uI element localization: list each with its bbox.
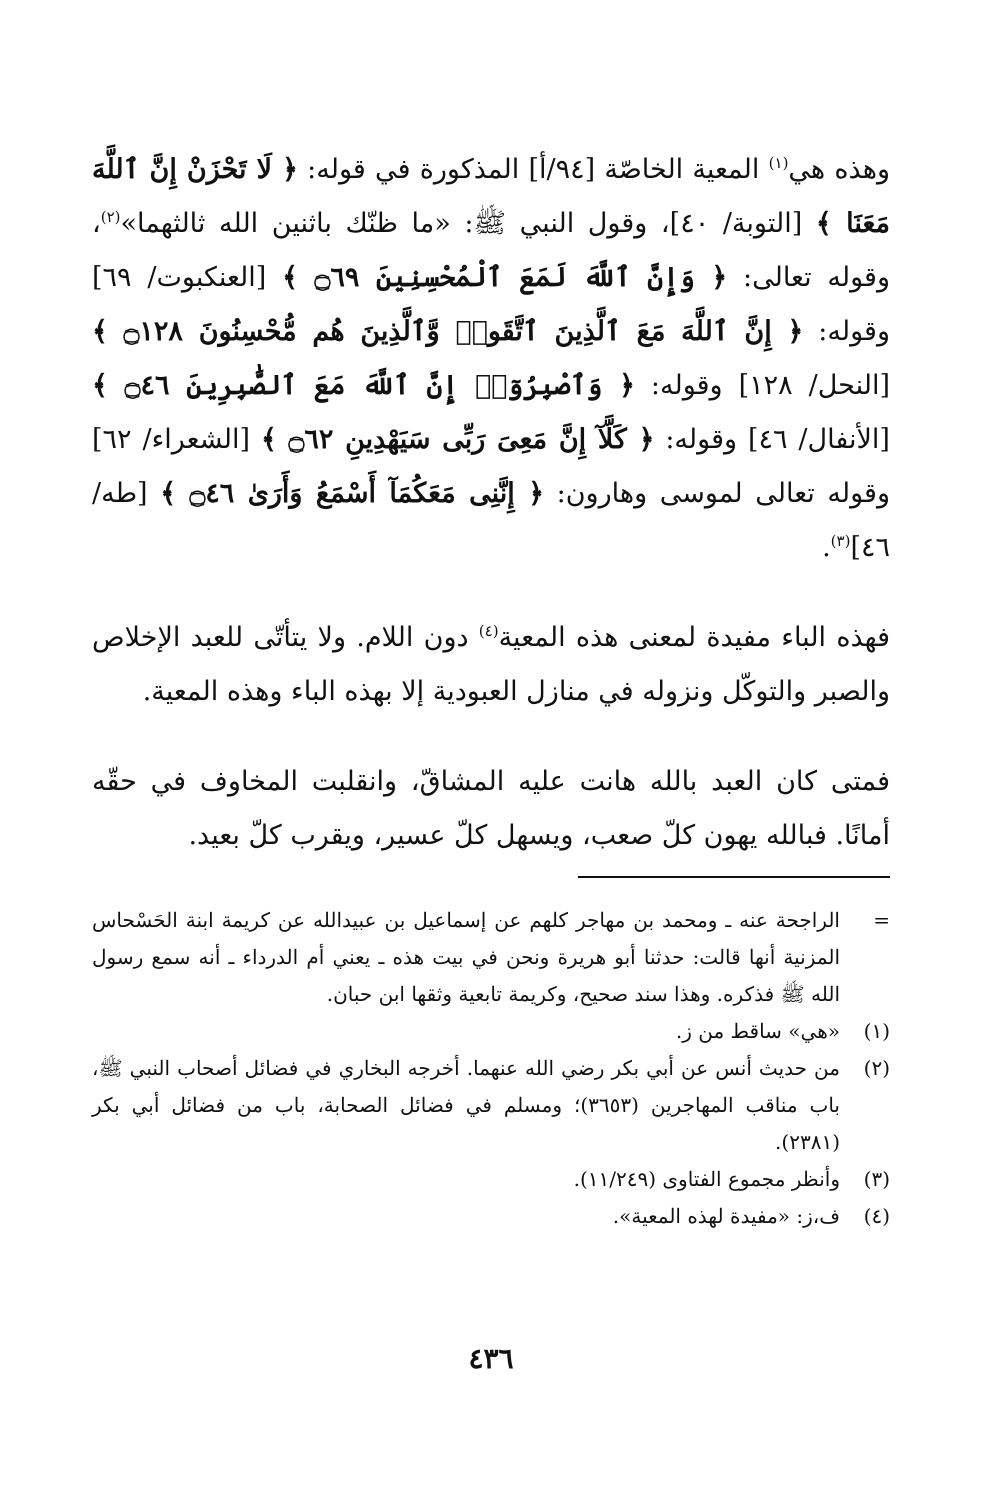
text-run: [التوبة/ ٤٠]، وقول النبي ﷺ: «ما ظنّك باثنين الله ثالثهما»: [120, 208, 816, 239]
text-run: [الشعراء/ ٦٢] وقوله تعالى لموسى وهارون:: [92, 424, 890, 509]
text-run: [النحل/ ١٢٨] وقوله:: [634, 370, 890, 401]
page-number: ٤٣٦: [468, 1342, 514, 1375]
quran-quote: ﴿ إِنَّ ٱللَّهَ مَعَ ٱلَّذِينَ ٱتَّقَوا۟ وَّٱلَّذِينَ هُم مُّحْسِنُونَ ۝١٢٨ ﴾: [92, 316, 804, 347]
footnote-ref: (٣): [830, 532, 851, 550]
paragraph: [92, 755, 890, 863]
footnote-ref: (٢): [100, 208, 121, 226]
footnote-marker: (١): [863, 1019, 890, 1043]
footnote-marker: (٣): [863, 1167, 890, 1191]
footnote: [92, 1161, 890, 1198]
footnote: [92, 1050, 890, 1161]
footnotes: [92, 902, 890, 1235]
footnote-text: وأنظر مجموع الفتاوى (١١/٢٤٩).: [573, 1167, 840, 1191]
text-run: فمتى كان العبد بالله هانت عليه المشاقّ، وانقلبت المخاوف في حقّه أمانًا. فبالله يهون كلّ صعب، ويسهل كلّ عسير، ويقرب كلّ بعيد.: [92, 766, 890, 851]
footnote-divider: [578, 876, 890, 878]
footnote-text: من حديث أنس عن أبي بكر رضي الله عنهما. أخرجه البخاري في فضائل أصحاب النبي ﷺ، باب مناقب المهاجرين (٣٦٥٣)؛ ومسلم في فضائل الصحابة، باب من فضائل أبي بكر (٢٣٨١).: [92, 1056, 840, 1154]
paragraph: [92, 611, 890, 719]
text-run: [طه/ ٤٦]: [92, 478, 890, 563]
text-run: .: [822, 532, 831, 563]
text-run: [العنكبوت/ ٦٩] وقوله:: [92, 262, 890, 347]
text-run: المعية الخاصّة [٩٤/أ] المذكورة في قوله:: [297, 154, 769, 185]
footnote-marker: =: [873, 908, 890, 932]
quran-quote: ﴿ إِنَّنِى مَعَكُمَآ أَسْمَعُ وَأَرَىٰ ۝٤٦ ﴾: [160, 478, 545, 509]
quran-quote: ﴿ وَٱصْبِرُوٓا۟ إِنَّ ٱللَّهَ مَعَ ٱلصَّٰبِرِينَ ۝٤٦ ﴾: [92, 370, 635, 401]
footnote-ref: (٤): [478, 622, 499, 640]
text-run: ، وقوله تعالى:: [92, 208, 890, 293]
footnote-marker: (٢): [863, 1056, 890, 1080]
paragraph: [92, 143, 890, 575]
footnote-text: الراجحة عنه ـ ومحمد بن مهاجر كلهم عن إسماعيل بن عبيدالله عن كريمة ابنة الحَسْحاس المزنية أنها قالت: حدثنا أبو هريرة ونحن في بيت هذه ـ يعني أم الدرداء ـ أنه سمع رسول الله ﷺ فذكره. وهذا سند صحيح، وكريمة تابعية وثقها ابن حبان.: [92, 908, 841, 1006]
footnote: [92, 1198, 890, 1235]
footnote: [92, 902, 890, 1013]
text-run: فهذه الباء مفيدة لمعنى هذه المعية: [498, 622, 890, 653]
quran-quote: ﴿ وَإِنَّ ٱللَّهَ لَمَعَ ٱلْمُحْسِنِينَ ۝٦٩ ﴾: [282, 262, 728, 293]
footnote-marker: (٤): [863, 1204, 890, 1228]
text-run: [الأنفال/ ٤٦] وقوله:: [654, 424, 890, 455]
footnote-ref: (١): [768, 154, 789, 172]
text-run: وهذه هي: [788, 154, 891, 185]
footnote: [92, 1013, 890, 1050]
quran-quote: ﴿ لَا تَحْزَنْ إِنَّ ٱللَّهَ مَعَنَا ﴾: [92, 154, 891, 239]
footnote-text: ف،ز: «مفيدة لهذه المعية».: [612, 1204, 840, 1228]
text-run: دون اللام. ولا يتأتّى للعبد الإخلاص والصبر والتوكّل ونزوله في منازل العبودية إلا بهذه الباء وهذه المعية.: [92, 622, 890, 707]
main-text: [92, 143, 890, 863]
footnote-text: «هي» ساقط من ز.: [675, 1019, 840, 1043]
quran-quote: ﴿ كَلَّآ إِنَّ مَعِىَ رَبِّى سَيَهْدِينِ ۝٦٢ ﴾: [260, 424, 655, 455]
